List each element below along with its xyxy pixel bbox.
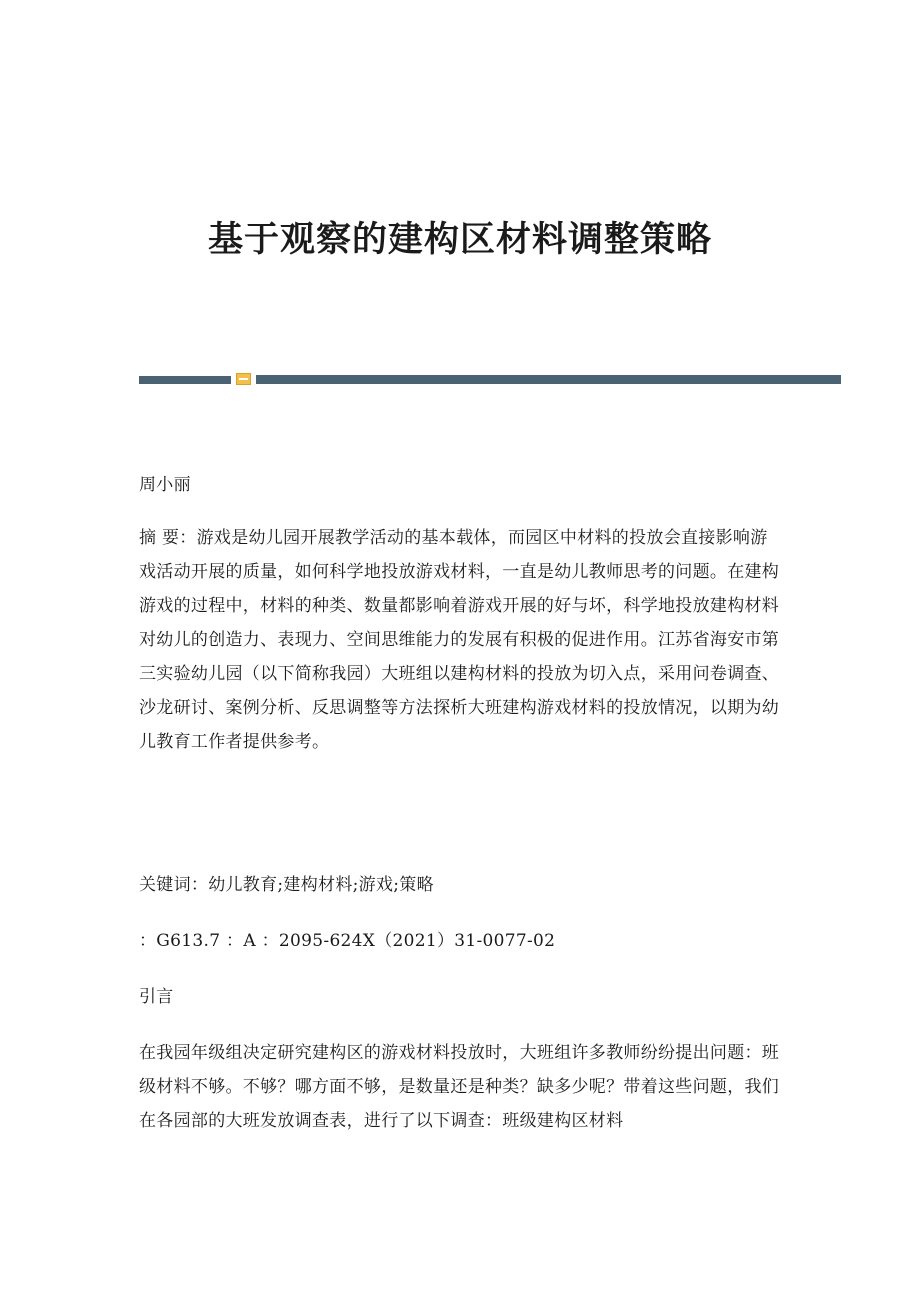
section-heading-intro: 引言 bbox=[139, 987, 174, 1007]
author-name: 周小丽 bbox=[139, 475, 191, 495]
divider-badge-icon bbox=[236, 373, 251, 385]
classification-line: ：G613.7 ：A ：2095-624X（2021）31-0077-02 bbox=[139, 931, 556, 951]
divider-bar-right bbox=[256, 375, 841, 384]
divider-bar-left bbox=[139, 376, 231, 384]
keywords-line: 关键词：幼儿教育;建构材料;游戏;策略 bbox=[139, 875, 434, 895]
document-title: 基于观察的建构区材料调整策略 bbox=[207, 219, 712, 260]
abstract-paragraph: 摘 要：游戏是幼儿园开展教学活动的基本载体，而园区中材料的投放会直接影响游戏活动开展的质量，如何科学地投放游戏材料，一直是幼儿教师思考的问题。在建构游戏的过程中，材料的种类、数量都影响着游戏开展的好与坏，科学地投放建构材料对幼儿的创造力、表现力、空间思维能力的发展有积极的促进作用。江苏省海安市第三实验幼儿园（以下简称我园）大班组以建构材料的投放为切入点，采用问卷调查、沙龙研讨、案例分析、反思调整等方法探析大班建构游戏材料的投放情况，以期为幼儿教育工作者提供参考。 bbox=[139, 528, 780, 752]
title-divider bbox=[139, 372, 841, 386]
intro-paragraph: 在我园年级组决定研究建构区的游戏材料投放时，大班组许多教师纷纷提出问题：班级材料不够。不够？哪方面不够，是数量还是种类？缺多少呢？带着这些问题，我们在各园部的大班发放调查表，进行了以下调查：班级建构区材料 bbox=[139, 1043, 780, 1131]
